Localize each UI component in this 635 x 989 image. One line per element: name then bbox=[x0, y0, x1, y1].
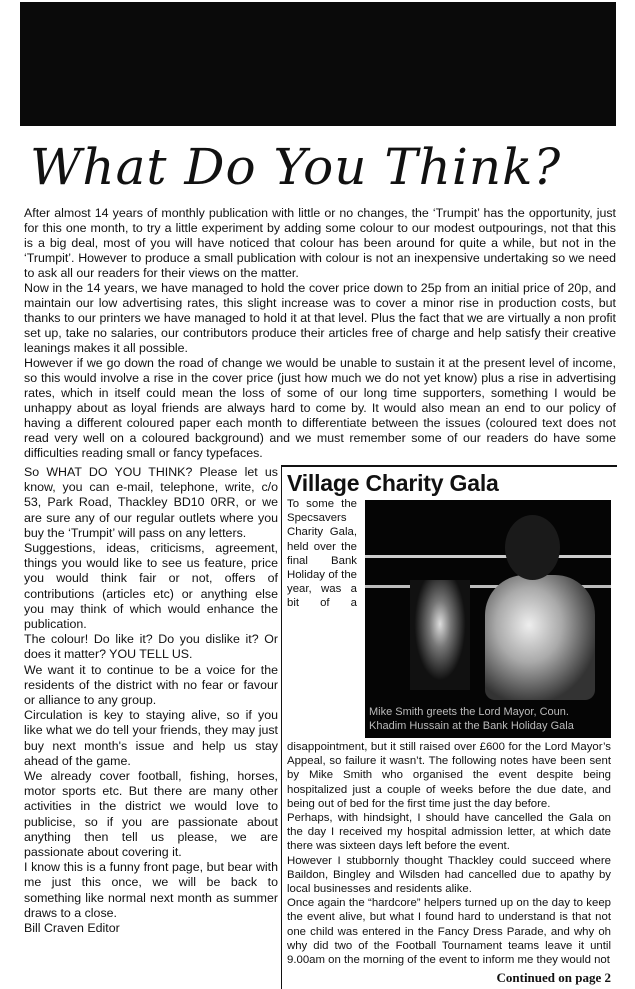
article-paragraph: However I stubbornly thought Thackley could succeed where Baildon, Bingley and Wilsden had cancelled due to apathy by local businesses and residents alike. bbox=[287, 854, 611, 896]
editorial-paragraph: So WHAT DO YOU THINK? Please let us know, you can e-mail, telephone, write, c/o 53, Park Road, Thackley BD10 0RR, or we are sure any of our regular outlets where you buy the ‘Trumpit’ will pass on any letters. bbox=[24, 465, 278, 540]
intro-text bbox=[24, 206, 616, 461]
continued-link[interactable]: Continued on page 2 bbox=[496, 970, 611, 986]
intro-paragraph: However if we go down the road of change we would be unable to sustain it at the present level of income, so this would involve a rise in the cover price (just how much we do not yet know) plus a rise in advertising rates, which in itself could mean the loss of some of our long time supporters, something I would be unhappy about as loyal friends are always hard to come by. It would also mean an end to our policy of having a different coloured paper each month to differentiate between the issues (coloured text does not read very well on a coloured background) and we must remember some of our readers do have some difficulties reading small or fancy typefaces. bbox=[24, 356, 616, 460]
two-column-section bbox=[24, 465, 617, 989]
editorial-paragraph: I know this is a funny front page, but bear with me just this once, we will be back to something like normal next month as summer draws to a close. bbox=[24, 860, 278, 920]
photo-caption: Mike Smith greets the Lord Mayor, Coun. Khadim Hussain at the Bank Holiday Gala bbox=[369, 705, 607, 733]
article-heading: Village Charity Gala bbox=[287, 470, 499, 496]
intro-paragraph: Now in the 14 years, we have managed to hold the cover price down to 25p from an initial price of 20p, and maintain our low advertising rates, this slight increase was to cover a minor rise in production costs, but thanks to our printers we have managed to hold it at that level. Plus the fact that we are virtually a non profit set up, take no salaries, our contributors produce their articles free of charge and help satisfy their creative leanings makes it all possible. bbox=[24, 281, 616, 355]
page-title: What Do You Think? bbox=[30, 138, 562, 196]
gala-article bbox=[281, 465, 617, 989]
editorial-paragraph: We want it to continue to be a voice for the residents of the district with no fear or favour or alliance to any group. bbox=[24, 662, 278, 708]
editorial-paragraph: We already cover football, fishing, horses, motor sports etc. But there are many other activities in the district we would love to publicise, so if you are passionate about anything then tell us please, we are passionate about covering it. bbox=[24, 769, 278, 860]
editorial-paragraph: Suggestions, ideas, criticisms, agreement, things you would like to see us feature, price you would think fair or not, offers of contributions (articles etc) or anything else you may think of which would enhance the publication. bbox=[24, 541, 278, 632]
editorial-column bbox=[24, 465, 278, 936]
editorial-paragraph: The colour! Do like it? Do you dislike it? Or does it matter? YOU TELL US. bbox=[24, 632, 278, 662]
article-paragraph: Once again the “hardcore” helpers turned up on the day to keep the event alive, but what I found hard to understand is that not one child was entered in the Fancy Dress Parade, and why oh why did two of the Football Tournament teams leave it until 9.00am on the morning of the event to inform me they would not bbox=[287, 897, 611, 967]
editor-signature: Bill Craven Editor bbox=[24, 921, 120, 936]
article-paragraph: Perhaps, with hindsight, I should have cancelled the Gala on the day I received my hospital admission letter, at which date there was sixteen days left before the event. bbox=[287, 812, 611, 853]
intro-paragraph: After almost 14 years of monthly publication with little or no changes, the ‘Trumpit’ has the opportunity, just for this one month, to try a little experiment by adding some colour to our modest outpourings, not that this is a big deal, most of you will have noticed that colour has been around for quite a while, but not in the ‘Trumpit’. However to produce a small publication with colour is not an inexpensive undertaking so we need to ask all our readers for their views on the matter. bbox=[24, 206, 616, 280]
article-paragraph: To some the Specsavers Charity Gala, held over the final Bank Holiday of the year, was a bit of a disappointment, but it still raised over £600 for the Lord Mayor’s Appeal, so failure it wasn’t. The following notes have been sent by Mike Smith who organised the event despite being hospitalized just a couple of weeks before the due date, and being out of bed for the first time just the day before. bbox=[287, 498, 611, 810]
masthead-banner bbox=[20, 2, 616, 126]
gala-photo bbox=[365, 500, 611, 738]
editorial-paragraph: Circulation is key to staying alive, so if you like what we do tell your friends, they may just buy next month's issue and help us stay ahead of the game. bbox=[24, 708, 278, 768]
